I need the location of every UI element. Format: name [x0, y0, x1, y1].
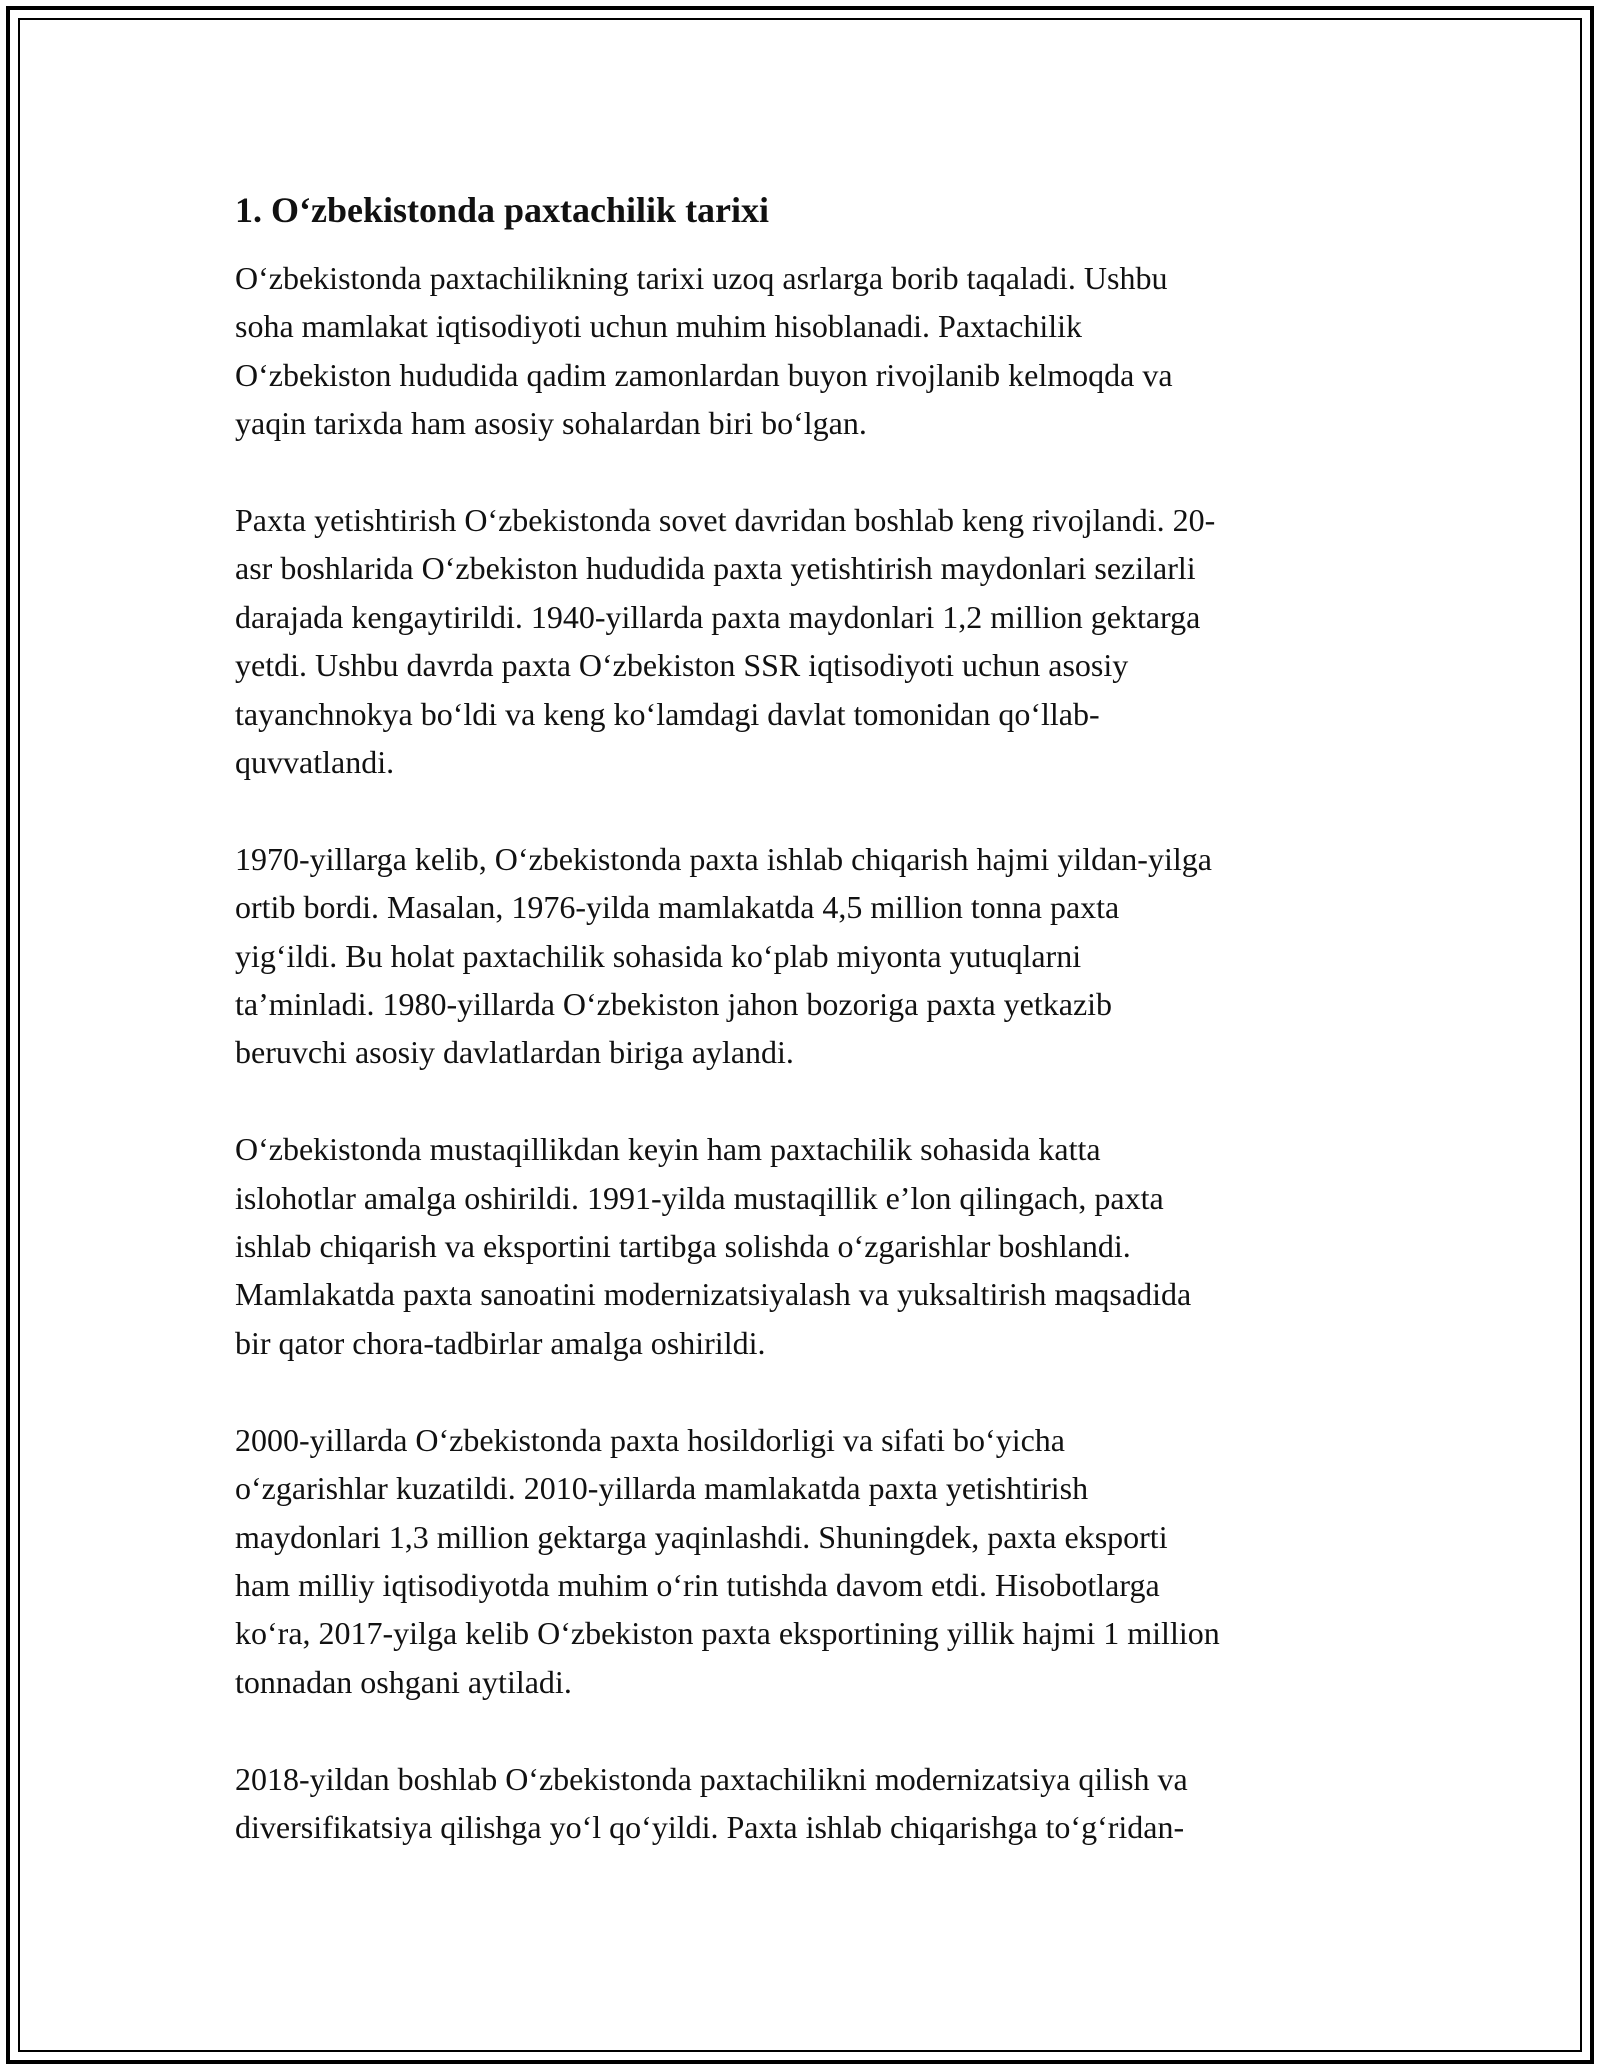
paragraph-line: soha mamlakat iqtisodiyoti uchun muhim hisoblanadi. Paxtachilik [235, 308, 1082, 345]
paragraph-line: ta’minladi. 1980-yillarda O‘zbekiston jahon bozoriga paxta yetkazib [235, 986, 1113, 1023]
paragraph-line: 2018-yildan boshlab O‘zbekistonda paxtachilikni modernizatsiya qilish va [235, 1760, 1188, 1797]
paragraph-line: ko‘ra, 2017-yilga kelib O‘zbekiston paxta eksportining yillik hajmi 1 million [235, 1615, 1220, 1652]
paragraph-line: O‘zbekistonda paxtachilikning tarixi uzoq asrlarga borib taqaladi. Ushbu [235, 260, 1168, 296]
paragraph-line: O‘zbekistonda mustaqillikdan keyin ham paxtachilik sohasida katta [235, 1131, 1101, 1168]
paragraph-line: yaqin tarixda ham asosiy sohalardan biri bo‘lgan. [235, 405, 867, 442]
paragraph-line: tayanchnokya bo‘ldi va keng ko‘lamdagi davlat tomonidan qo‘llab- [235, 695, 1100, 732]
paragraph-line: bir qator chora-tadbirlar amalga oshirildi. [235, 1324, 766, 1361]
paragraph-line: o‘zgarishlar kuzatildi. 2010-yillarda mamlakatda paxta yetishtirish [235, 1470, 1089, 1507]
paragraph-line: Paxta yetishtirish O‘zbekistonda sovet davridan boshlab keng rivojlandi. 20- [235, 502, 1216, 539]
paragraph-line: ham milliy iqtisodiyotda muhim o‘rin tutishda davom etdi. Hisobotlarga [235, 1566, 1160, 1603]
paragraph-line: 2000-yillarda O‘zbekistonda paxta hosildorligi va sifati bo‘yicha [235, 1421, 1065, 1458]
document-body [235, 186, 1375, 1900]
paragraph-line: ortib bordi. Masalan, 1976-yilda mamlakatda 4,5 million tonna paxta [235, 889, 1120, 926]
section-heading: 1. O‘zbekistonda paxtachilik tarixi [235, 190, 770, 230]
body-paragraph [235, 1125, 1375, 1367]
paragraph-line: yetdi. Ushbu davrda paxta O‘zbekiston SSR iqtisodiyoti uchun asosiy [235, 647, 1129, 684]
body-paragraph [235, 1416, 1375, 1706]
paragraph-line: darajada kengaytirildi. 1940-yillarda paxta maydonlari 1,2 million gektarga [235, 598, 1201, 635]
paragraph-list [235, 254, 1375, 1851]
paragraph-line: asr boshlarida O‘zbekiston hududida paxta yetishtirish maydonlari sezilarli [235, 550, 1196, 587]
paragraph-line: Mamlakatda paxta sanoatini modernizatsiyalash va yuksaltirish maqsadida [235, 1276, 1192, 1313]
paragraph-line: yig‘ildi. Bu holat paxtachilik sohasida ko‘plab miyonta yutuqlarni [235, 937, 1082, 974]
paragraph-line: islohotlar amalga oshirildi. 1991-yilda mustaqillik e’lon qilingach, paxta [235, 1179, 1164, 1216]
paragraph-line: maydonlari 1,3 million gektarga yaqinlashdi. Shuningdek, paxta eksporti [235, 1518, 1168, 1555]
body-paragraph [235, 1755, 1375, 1852]
paragraph-line: O‘zbekiston hududida qadim zamonlardan buyon rivojlanib kelmoqda va [235, 356, 1173, 393]
body-paragraph [235, 835, 1375, 1077]
body-paragraph [235, 496, 1375, 786]
paragraph-line: diversifikatsiya qilishga yo‘l qo‘yildi. Paxta ishlab chiqarishga to‘g‘ridan- [235, 1808, 1185, 1845]
paragraph-line: 1970-yillarga kelib, O‘zbekistonda paxta ishlab chiqarish hajmi yildan-yilga [235, 840, 1212, 877]
paragraph-line: beruvchi asosiy davlatlardan biriga aylandi. [235, 1034, 794, 1071]
paragraph-line: quvvatlandi. [235, 744, 395, 781]
body-paragraph [235, 254, 1375, 448]
paragraph-line: ishlab chiqarish va eksportini tartibga solishda o‘zgarishlar boshlandi. [235, 1228, 1131, 1265]
paragraph-line: tonnadan oshgani aytiladi. [235, 1663, 572, 1700]
